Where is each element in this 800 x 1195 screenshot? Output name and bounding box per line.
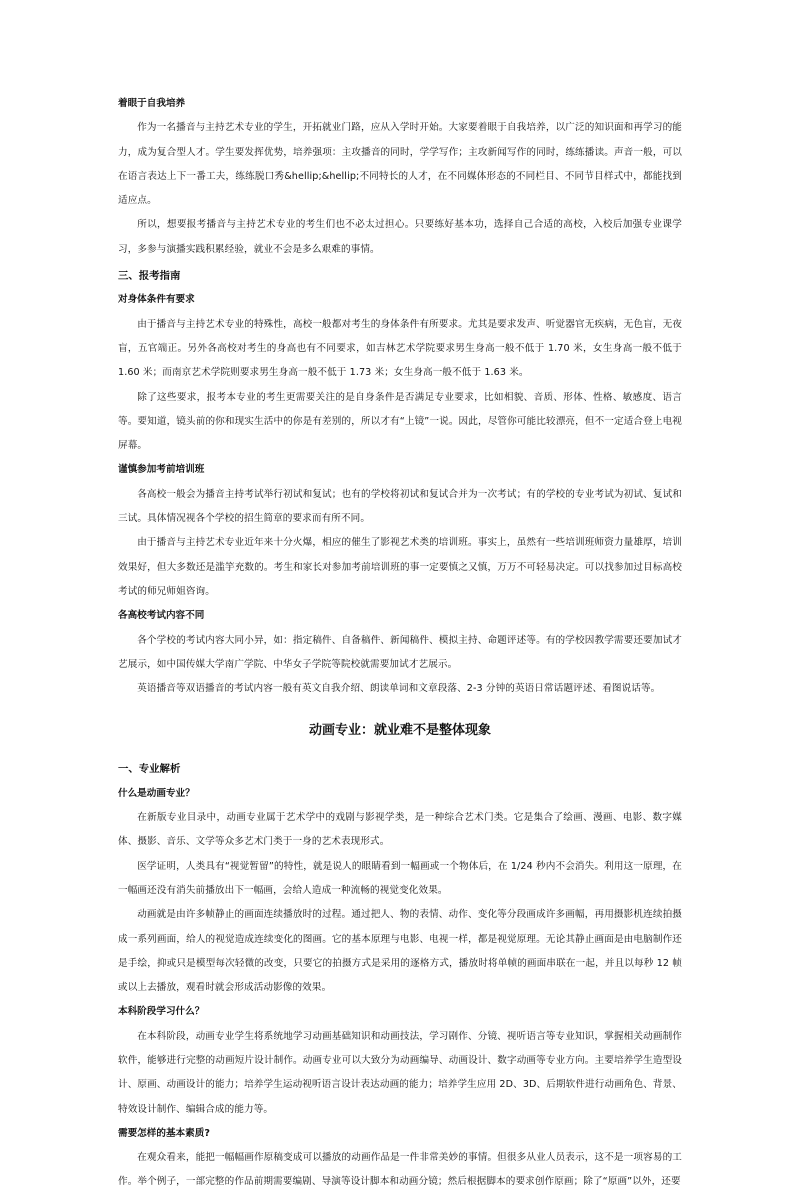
subheading-what-is-animation: 什么是动画专业？ (118, 787, 195, 799)
paragraph: 由于播音与主持艺术专业的特殊性，高校一般都对考生的身体条件有所要求。尤其是要求发声、听觉器官无疾病，无色盲，无夜盲，五官端正。另外各高校对考生的身高也有不同要求，如吉林艺术学院要求男生身高一般不低于 1.70 米，女生身高一般不低于 1.60 米；而南京艺术学院则要求男生身高一般不低于 1.73 米；女生身高一般不低于 1.63 米。 (118, 318, 682, 379)
subheading-self-cultivation: 着眼于自我培养 (118, 98, 186, 109)
paragraph: 在新版专业目录中，动画专业属于艺术学中的戏剧与影视学类，是一种综合艺术门类。它是集合了绘画、漫画、电影、数字媒体、摄影、音乐、文学等众多艺术门类于一身的艺术表现形式。 (118, 812, 682, 848)
paragraph: 在本科阶段，动画专业学生将系统地学习动画基础知识和动画技法，学习剧作、分镜、视听语言等专业知识，掌握相关动画制作软件，能够进行完整的动画短片设计制作。动画专业可以大致分为动画编导、动画设计、数字动画等专业方向。主要培养学生造型设计、原画、动画设计的能力；培养学生运动视听语言设计表达动画的能力；培养学生应用 2D、3D、后期软件进行动画角色、背景、特效设计制作、编辑合成的能力等。 (118, 1030, 682, 1115)
document-page (118, 92, 682, 1195)
subheading-exam-content: 各高校考试内容不同 (118, 610, 205, 622)
paragraph: 除了这些要求，报考本专业的考生更需要关注的是自身条件是否满足专业要求，比如相貌、音质、形体、性格、敏感度、语言等。要知道，镜头前的你和现实生活中的你是有差别的，所以才有“上镜”一说。因此，尽管你可能比较漂亮，但不一定适合登上电视屏幕。 (118, 391, 682, 452)
section-heading-major-analysis: 一、专业解析 (118, 763, 181, 776)
section-heading-application-guide: 三、报考指南 (118, 270, 181, 283)
paragraph: 作为一名播音与主持艺术专业的学生，开拓就业门路，应从入学时开始。大家要着眼于自我培养，以广泛的知识面和再学习的能力，成为复合型人才。学生要发挥优势，培养强项：主攻播音的同时，学学写作；主攻新闻写作的同时，练练播读。声音一般，可以在语言表达上下一番工夫，练练脱口秀&hellip;&hellip;不同特长的人才，在不同媒体形态的不同栏目、不同节目样式中，都能找到适应点。 (118, 122, 682, 207)
paragraph: 医学证明，人类具有“视觉暂留”的特性，就是说人的眼睛看到一幅画或一个物体后，在 1/24 秒内不会消失。利用这一原理，在一幅画还没有消失前播放出下一幅画，会给人造成一种流畅的视觉变化效果。 (118, 860, 682, 896)
subheading-training-classes: 谨慎参加考前培训班 (118, 464, 205, 476)
subheading-basic-qualities: 需要怎样的基本素质? (118, 1127, 210, 1139)
paragraph: 各高校一般会为播音主持考试举行初试和复试；也有的学校将初试和复试合并为一次考试；有的学校的专业考试为初试、复试和三试。具体情况视各个学校的招生简章的要求而有所不同。 (118, 488, 682, 525)
article-title-animation: 动画专业：就业难不是整体现象 (308, 723, 491, 739)
subheading-physical-requirements: 对身体条件有要求 (118, 294, 195, 306)
paragraph: 英语播音等双语播音的考试内容一般有英文自我介绍、朗读单词和文章段落、2-3 分钟的英语日常话题评述、看图说话等。 (137, 683, 661, 695)
paragraph: 动画就是由许多帧静止的画面连续播放时的过程。通过把人、物的表情、动作、变化等分段画成许多画幅，再用摄影机连续拍摄成一系列画面，给人的视觉造成连续变化的图画。它的基本原理与电影、电视一样，都是视觉原理。无论其静止画面是由电脑制作还是手绘，抑或只是模型每次轻微的改变，只要它的拍摄方式是采用的逐格方式，播放时将单帧的画面串联在一起，并且以每秒 12 帧或以上去播放，观看时就会形成活动影像的效果。 (118, 909, 682, 994)
paragraph: 由于播音与主持艺术专业近年来十分火爆，相应的催生了影视艺术类的培训班。事实上，虽然有一些培训班师资力量雄厚，培训效果好，但大多数还是滥竽充数的。考生和家长对参加考前培训班的事一定要慎之又慎，万万不可轻易决定。可以找参加过目标高校考试的师兄师姐咨询。 (118, 537, 682, 597)
paragraph: 在观众看来，能把一幅幅画作原稿变成可以播放的动画作品是一件非常美妙的事情。但很多从业人员表示，这不是一项容易的工作。举个例子，一部完整的作品前期需要编剧、导演等设计脚本和动画分镜；然后根据脚本的要求创作原画；除了“原画”以外，还要 (118, 1152, 682, 1188)
subheading-undergrad-study: 本科阶段学习什么？ (118, 1006, 205, 1018)
paragraph: 各个学校的考试内容大同小异，如：指定稿件、自备稿件、新闻稿件、模拟主持、命题评述等。有的学校因教学需要还要加试才艺展示，如中国传媒大学南广学院、中华女子学院等院校就需要加试才艺展示。 (118, 634, 682, 670)
paragraph: 所以，想要报考播音与主持艺术专业的考生们也不必太过担心。只要练好基本功，选择自己合适的高校，入校后加强专业课学习，多参与演播实践积累经验，就业不会是多么艰难的事情。 (118, 219, 682, 255)
